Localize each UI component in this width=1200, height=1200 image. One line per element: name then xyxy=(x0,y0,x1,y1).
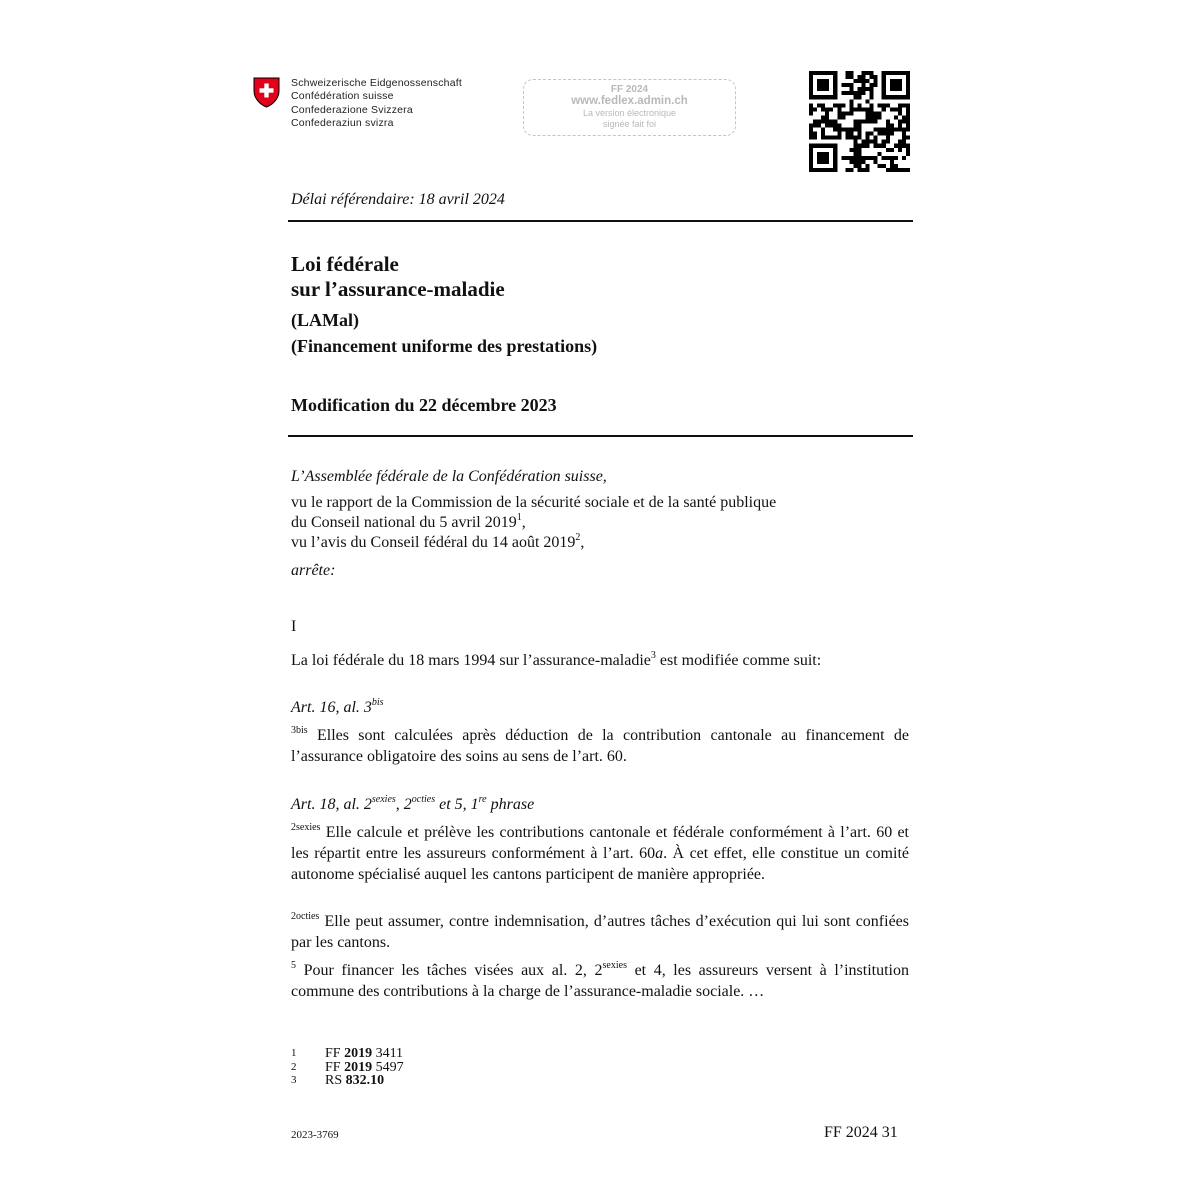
art16-heading-text: Art. 16, al. 3 xyxy=(291,699,372,716)
footnote-1-bold: 2019 xyxy=(344,1046,373,1061)
qr-code-icon[interactable] xyxy=(809,71,910,172)
art18-p1-a: Elle calcule et prélève les contributions cantonale et fédérale conformément à l’art. 60 et les répartit entre les assureurs conformément à l’art. 60 xyxy=(291,824,909,862)
preamble-line2 xyxy=(291,512,526,533)
art18-p3-b: et 4, les assureurs versent à l’institution commune des contributions à la charge de l’assurance-maladie sociale. … xyxy=(291,962,909,1000)
art18-p3-sup: sexies xyxy=(602,959,627,971)
title-line2: sur l’assurance-maladie xyxy=(291,276,505,301)
stamp-line1: La version électronique xyxy=(582,108,677,118)
footnotes xyxy=(291,1047,404,1088)
footnote-1 xyxy=(291,1047,404,1061)
footnote-3-bold: 832.10 xyxy=(345,1073,385,1088)
art18-heading xyxy=(291,794,534,815)
footnote-3 xyxy=(291,1074,404,1088)
art16-para-text: Elles sont calculées après déduction de la contribution cantonale au financement de l’assurance obligatoire des soins au sens de l’art. 60. xyxy=(291,727,909,765)
divider-bottom xyxy=(288,435,913,437)
art18-p2-text: Elle peut assumer, contre indemnisation, d’autres tâches d’exécution qui lui sont confiées par les cantons. xyxy=(291,913,909,951)
law-abbreviation: (LAMal) xyxy=(291,310,359,330)
art18-paragraph-2sexies xyxy=(291,822,909,885)
electronic-signature-stamp xyxy=(523,79,736,136)
art18-p1-italic: a xyxy=(655,845,664,862)
footnote-3-pre: RS xyxy=(325,1073,346,1088)
law-subtitle: (Financement uniforme des prestations) xyxy=(291,336,598,356)
art18-heading-d: phrase xyxy=(486,796,535,813)
footnote-ref-1[interactable]: 1 xyxy=(516,511,522,523)
footnote-2-post: 5497 xyxy=(372,1059,404,1075)
stamp-url[interactable]: www.fedlex.admin.ch xyxy=(571,95,688,107)
preamble-assembly: L’Assemblée fédérale de la Confédération suisse, xyxy=(291,468,607,485)
section-intro-text: La loi fédérale du 18 mars 1994 sur l’assurance-maladie xyxy=(291,652,651,669)
page-reference: FF 2024 31 xyxy=(824,1124,898,1141)
preamble-decrees: arrête: xyxy=(291,562,336,579)
footnote-2-pre: FF xyxy=(325,1059,345,1075)
art16-heading-sup: bis xyxy=(371,696,384,708)
confederation-name-de: Schweizerische Eidgenossenschaft xyxy=(291,77,462,89)
art18-heading-sup1: sexies xyxy=(371,793,396,805)
confederation-name-rm: Confederaziun svizra xyxy=(291,116,394,129)
footnote-2-bold: 2019 xyxy=(344,1059,373,1075)
preamble-line2-end: , xyxy=(521,514,526,531)
art18-p3-num: 5 xyxy=(291,959,296,971)
art18-p1-b: . À cet effet, elle constitue un comité autonome spécialisé auquel les cantons participent de manière appropriée. xyxy=(291,845,909,883)
art18-heading-b: , 2 xyxy=(395,796,412,813)
stamp-line2: signée fait foi xyxy=(602,119,657,129)
footnote-ref-2[interactable]: 2 xyxy=(575,531,581,543)
footnote-2 xyxy=(291,1061,404,1075)
footnote-2-num: 2 xyxy=(291,1060,297,1073)
art16-para-num: 3bis xyxy=(291,724,308,736)
art18-paragraph-5 xyxy=(291,960,909,1002)
confederation-name-it: Confederazione Svizzera xyxy=(291,103,413,116)
section-number: I xyxy=(291,618,297,635)
art18-heading-sup3: re xyxy=(478,793,487,805)
preamble-line3-text: vu l’avis du Conseil fédéral du 14 août 2019 xyxy=(291,534,576,551)
art18-heading-c: et 5, 1 xyxy=(435,796,479,813)
confederation-names xyxy=(291,77,462,130)
art18-heading-a: Art. 18, al. 2 xyxy=(291,796,372,813)
confederation-name-fr: Confédération suisse xyxy=(291,90,394,103)
art16-paragraph xyxy=(291,725,909,767)
section-intro xyxy=(291,650,821,671)
page-title xyxy=(291,252,505,301)
swiss-cross-icon xyxy=(253,77,280,108)
section-intro-end: est modifiée comme suit: xyxy=(655,652,822,669)
footnote-1-pre: FF xyxy=(325,1046,345,1061)
stamp-ref: FF 2024 xyxy=(610,84,649,95)
footnote-1-num: 1 xyxy=(291,1047,297,1059)
art18-p3-a: Pour financer les tâches visées aux al. 2, 2 xyxy=(296,962,603,979)
divider-top xyxy=(288,220,913,222)
art18-p2-num: 2octies xyxy=(291,910,320,922)
art16-heading xyxy=(291,697,384,718)
preamble-line3 xyxy=(291,532,584,553)
footnote-3-num: 3 xyxy=(291,1074,297,1086)
preamble-line2-text: du Conseil national du 5 avril 2019 xyxy=(291,514,517,531)
document-id: 2023-3769 xyxy=(291,1129,339,1141)
art18-heading-sup2: octies xyxy=(411,793,436,805)
preamble-line3-end: , xyxy=(580,534,585,551)
modification-date: Modification du 22 décembre 2023 xyxy=(291,395,557,415)
preamble-line1: vu le rapport de la Commission de la sécurité sociale et de la santé publique xyxy=(291,494,777,511)
title-line1: Loi fédérale xyxy=(291,252,399,276)
art18-p1-num: 2sexies xyxy=(291,821,321,833)
footnote-1-post: 3411 xyxy=(372,1046,404,1061)
referendum-deadline: Délai référendaire: 18 avril 2024 xyxy=(291,191,505,208)
art18-paragraph-2octies xyxy=(291,911,909,953)
footnote-ref-3[interactable]: 3 xyxy=(650,649,656,661)
